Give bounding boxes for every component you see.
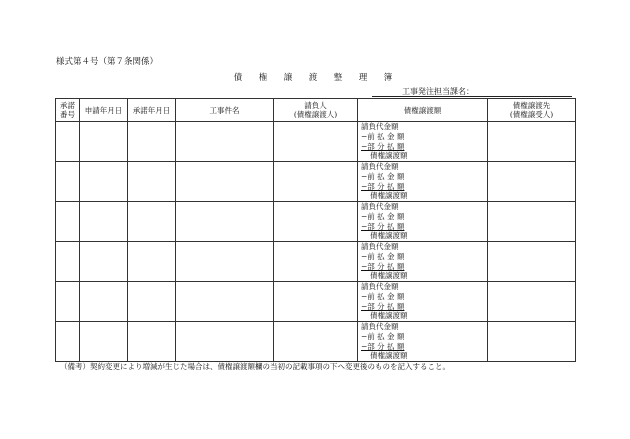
contractor-cell[interactable] (274, 282, 358, 322)
amount-line-transfer: 債権譲渡額 (370, 231, 408, 241)
col-approve-date: 承諾年月日 (128, 99, 176, 122)
amount-line-partial: −部 分 払 額 (361, 301, 405, 311)
amount-cell (358, 202, 488, 242)
amount-cell (358, 162, 488, 202)
amount-line-contract: 請負代金額 (361, 322, 399, 331)
col-amount: 債権譲渡額 (358, 99, 488, 122)
amount-cell (358, 122, 488, 162)
assignee-cell[interactable] (488, 282, 576, 322)
amount-line-transfer: 債権譲渡額 (370, 151, 408, 161)
work-name-cell[interactable] (176, 162, 274, 202)
work-name-cell[interactable] (176, 242, 274, 282)
col-contractor: 請負人 (債権譲渡人) (274, 99, 358, 122)
assignee-cell[interactable] (488, 242, 576, 282)
amount-line-advance: −前 払 金 額 (361, 251, 405, 261)
apply-date-cell[interactable] (80, 282, 128, 322)
contractor-cell[interactable] (274, 202, 358, 242)
approval-no-cell[interactable] (56, 202, 80, 242)
approval-no-cell[interactable] (56, 322, 80, 362)
approve-date-cell[interactable] (128, 202, 176, 242)
amount-cell (358, 242, 488, 282)
amount-line-partial: −部 分 払 額 (361, 341, 405, 351)
document-title: 債 権 譲 渡 整 理 簿 (233, 73, 397, 83)
approval-no-cell[interactable] (56, 122, 80, 162)
col-approval-no: 承諾 番号 (56, 99, 80, 122)
amount-line-partial: −部 分 払 額 (361, 181, 405, 191)
register-table (55, 98, 576, 362)
header-row (56, 99, 576, 122)
approve-date-cell[interactable] (128, 122, 176, 162)
dept-underline (372, 96, 572, 97)
table-row (56, 322, 576, 362)
approval-no-cell[interactable] (56, 282, 80, 322)
approve-date-cell[interactable] (128, 322, 176, 362)
approve-date-cell[interactable] (128, 282, 176, 322)
amount-line-partial: −部 分 払 額 (361, 221, 405, 231)
amount-line-transfer: 債権譲渡額 (370, 191, 408, 201)
approve-date-cell[interactable] (128, 162, 176, 202)
assignee-cell[interactable] (488, 122, 576, 162)
contractor-cell[interactable] (274, 322, 358, 362)
amount-line-contract: 請負代金額 (361, 122, 399, 131)
amount-line-advance: −前 払 金 額 (361, 211, 405, 221)
apply-date-cell[interactable] (80, 122, 128, 162)
apply-date-cell[interactable] (80, 162, 128, 202)
amount-cell (358, 322, 488, 362)
amount-line-contract: 請負代金額 (361, 202, 399, 211)
amount-line-transfer: 債権譲渡額 (370, 311, 408, 321)
form-number: 様式第４号（第７条関係） (56, 57, 159, 67)
table-row (56, 202, 576, 242)
work-name-cell[interactable] (176, 122, 274, 162)
col-assignee: 債権譲渡先 (債権譲受人) (488, 99, 576, 122)
approve-date-cell[interactable] (128, 242, 176, 282)
amount-line-advance: −前 払 金 額 (361, 291, 405, 301)
amount-line-transfer: 債権譲渡額 (370, 351, 408, 361)
contractor-cell[interactable] (274, 122, 358, 162)
col-apply-date: 申請年月日 (80, 99, 128, 122)
apply-date-cell[interactable] (80, 322, 128, 362)
table-row (56, 162, 576, 202)
amount-line-contract: 請負代金額 (361, 242, 399, 251)
table-row (56, 242, 576, 282)
amount-line-partial: −部 分 払 額 (361, 261, 405, 271)
amount-line-advance: −前 払 金 額 (361, 131, 405, 141)
assignee-cell[interactable] (488, 162, 576, 202)
approval-no-cell[interactable] (56, 242, 80, 282)
amount-line-advance: −前 払 金 額 (361, 331, 405, 341)
apply-date-cell[interactable] (80, 202, 128, 242)
amount-line-advance: −前 払 金 額 (361, 171, 405, 181)
amount-line-transfer: 債権譲渡額 (370, 271, 408, 281)
table-row (56, 122, 576, 162)
assignee-cell[interactable] (488, 322, 576, 362)
amount-line-contract: 請負代金額 (361, 162, 399, 171)
amount-line-contract: 請負代金額 (361, 282, 399, 291)
assignee-cell[interactable] (488, 202, 576, 242)
work-name-cell[interactable] (176, 202, 274, 242)
table-row (56, 282, 576, 322)
remarks-note: （備考）契約変更により増減が生じた場合は、債権譲渡額欄の当初の記載事項の下へ変更後のものを記入すること。 (60, 362, 450, 371)
contractor-cell[interactable] (274, 162, 358, 202)
work-name-cell[interactable] (176, 282, 274, 322)
contractor-cell[interactable] (274, 242, 358, 282)
approval-no-cell[interactable] (56, 162, 80, 202)
amount-cell (358, 282, 488, 322)
col-work-name: 工事件名 (176, 99, 274, 122)
dept-label: 工事発注担当課名： (402, 87, 474, 96)
work-name-cell[interactable] (176, 322, 274, 362)
amount-line-partial: −部 分 払 額 (361, 141, 405, 151)
apply-date-cell[interactable] (80, 242, 128, 282)
